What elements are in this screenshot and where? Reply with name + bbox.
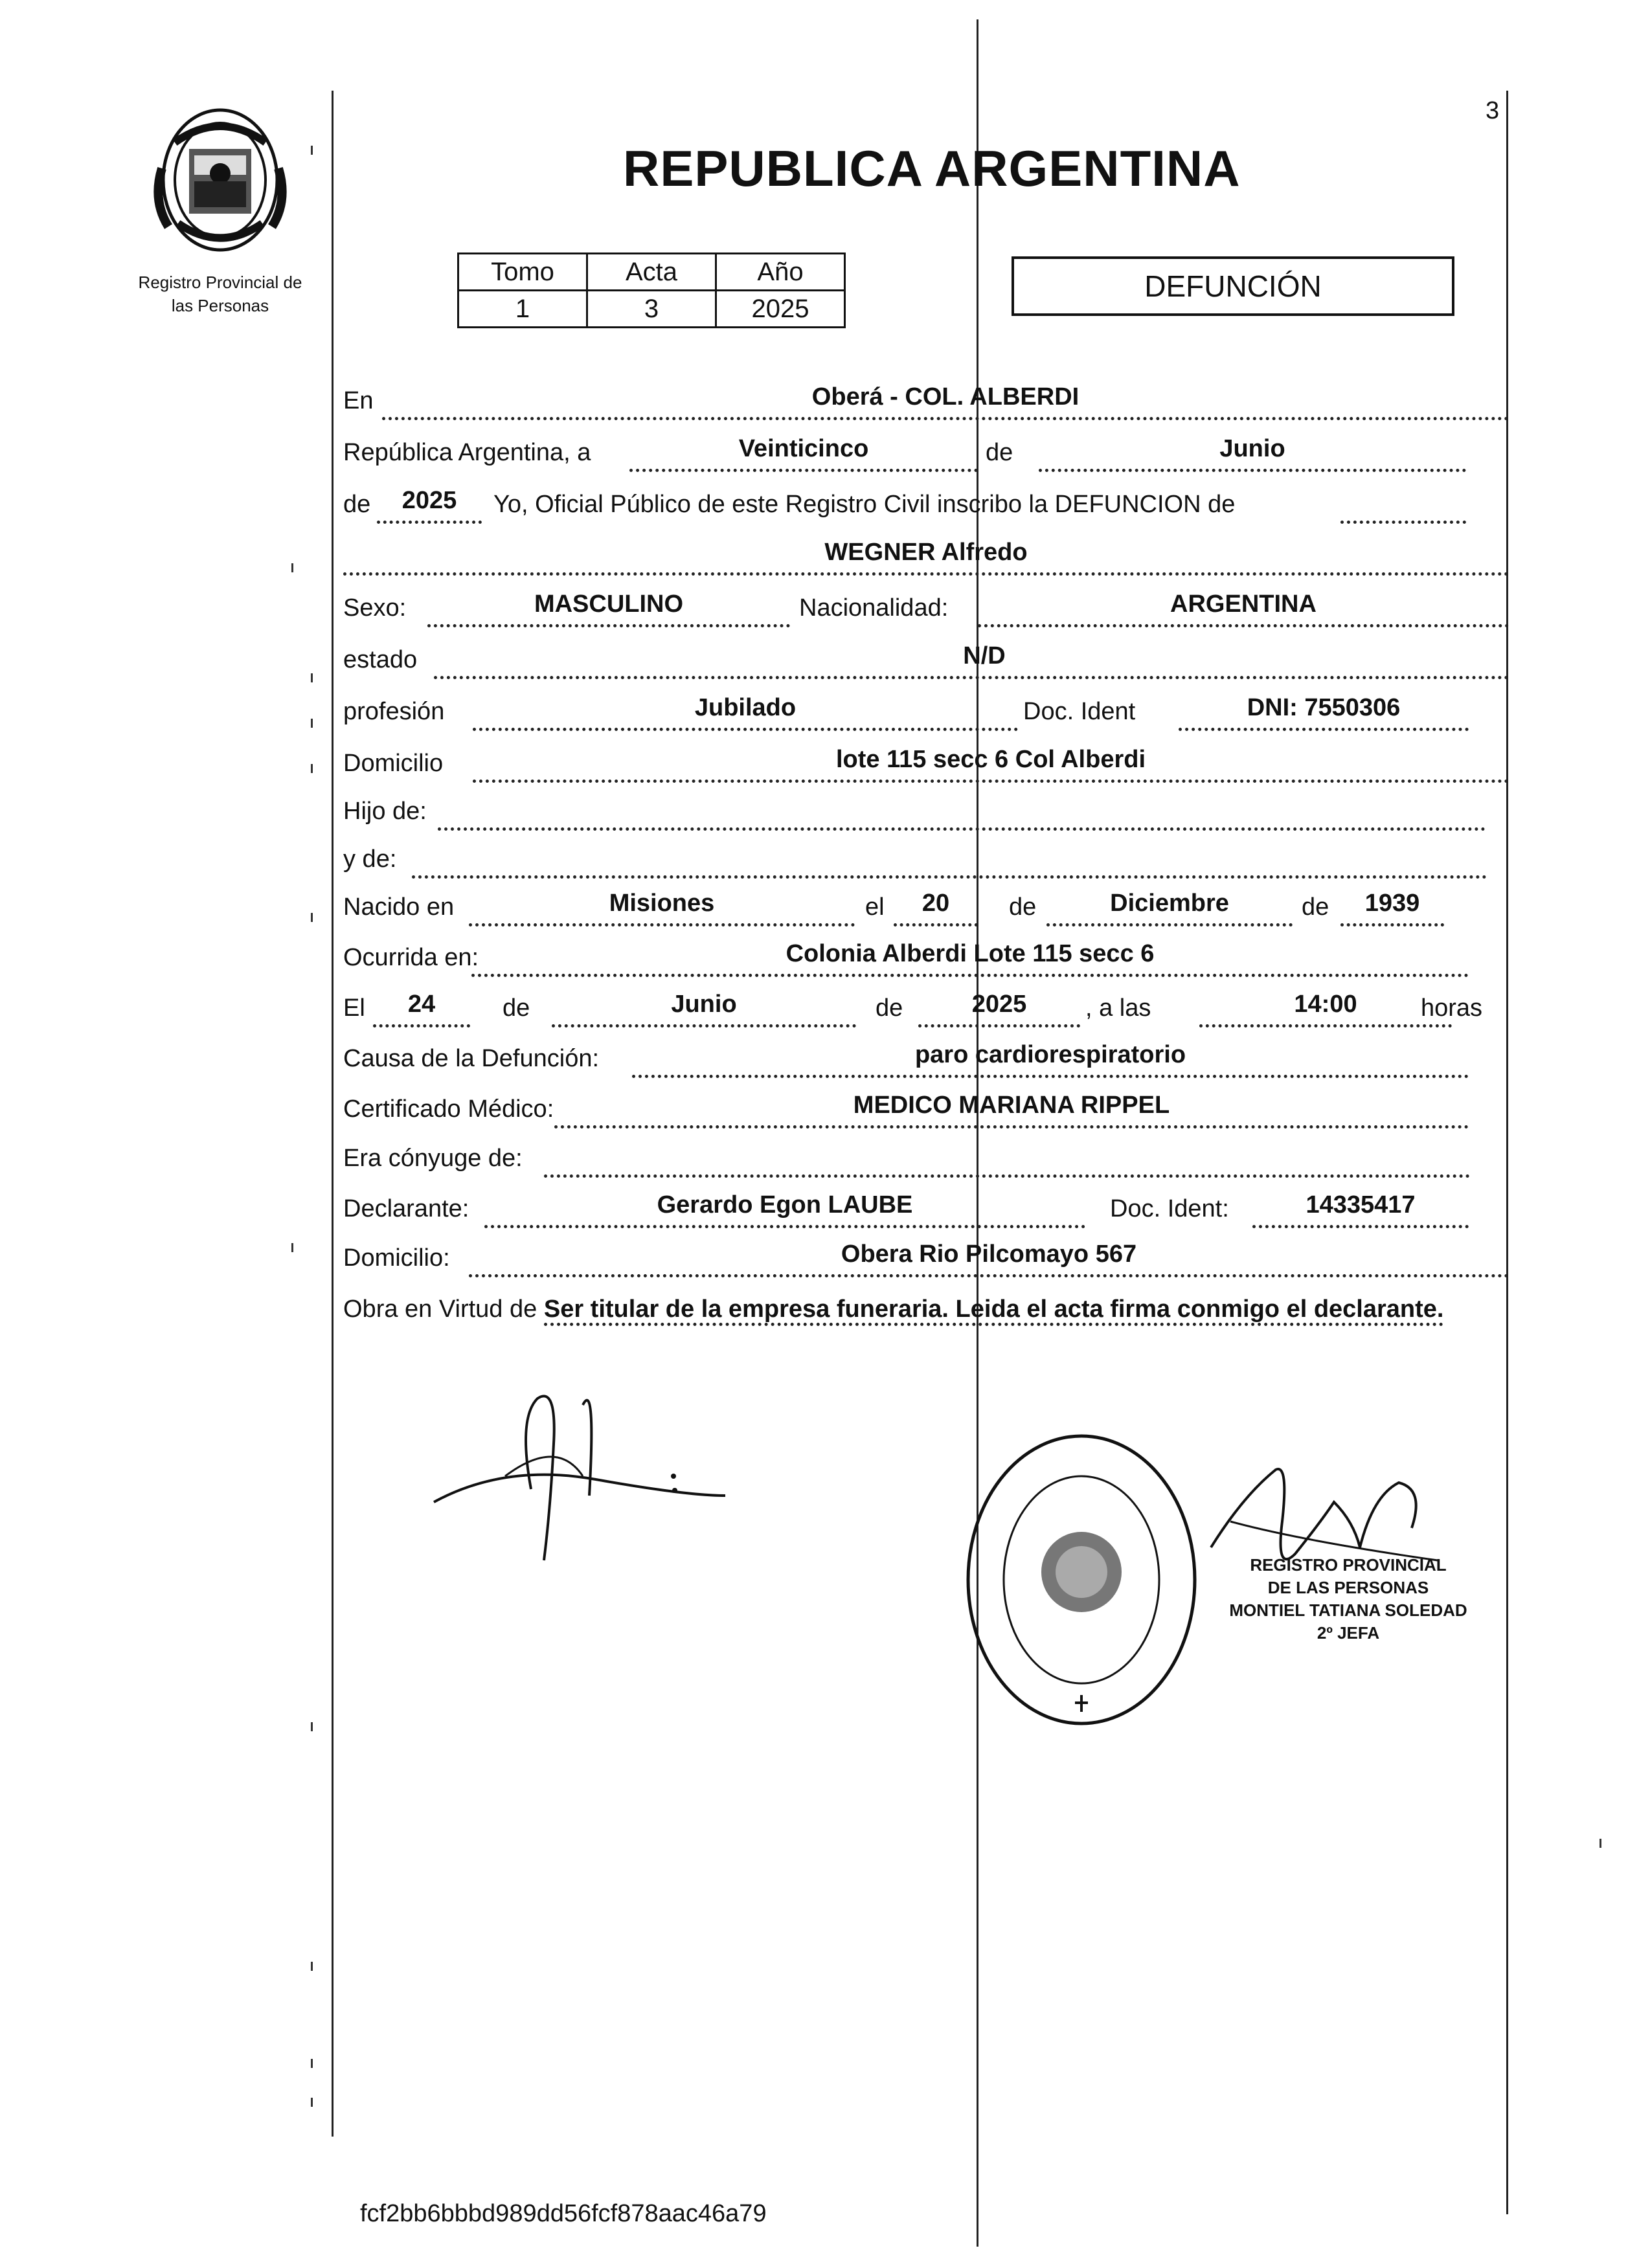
hijo-label: Hijo de: bbox=[343, 798, 427, 825]
yde-label: y de: bbox=[343, 846, 397, 873]
nacido-mes: Diciembre bbox=[1110, 890, 1229, 917]
sexo-line bbox=[427, 624, 790, 627]
doc2-label: Doc. Ident: bbox=[1110, 1195, 1229, 1222]
profesion-line bbox=[473, 728, 1018, 731]
certificado-label: Certificado Médico: bbox=[343, 1095, 554, 1123]
estado-line bbox=[434, 676, 1509, 679]
alas-label: , a las bbox=[1085, 994, 1151, 1022]
nacido-lugar-line bbox=[469, 923, 855, 926]
doc-value: DNI: 7550306 bbox=[1247, 694, 1401, 721]
obra-paragraph bbox=[343, 1290, 1502, 1329]
nacido-dia: 20 bbox=[921, 890, 950, 917]
declarant-signature bbox=[427, 1366, 738, 1586]
en-label: En bbox=[343, 387, 374, 414]
de5-label: de bbox=[876, 994, 903, 1022]
el2-label: El bbox=[343, 994, 365, 1022]
value-acta: 3 bbox=[587, 291, 716, 328]
nacido-anio-line bbox=[1340, 923, 1444, 926]
page-title: REPUBLICA ARGENTINA bbox=[623, 140, 1241, 197]
doc2-line bbox=[1252, 1225, 1469, 1228]
left-margin-line bbox=[332, 91, 334, 2137]
deceased-name: WEGNER Alfredo bbox=[824, 539, 1028, 566]
obra-prefix: Obra en Virtud de bbox=[343, 1296, 537, 1323]
domicilio2-line bbox=[469, 1274, 1509, 1277]
conyuge-line bbox=[544, 1174, 1470, 1178]
header-tomo: Tomo bbox=[458, 254, 587, 291]
muerte-dia-line bbox=[373, 1024, 470, 1027]
muerte-anio: 2025 bbox=[971, 991, 1027, 1018]
certificado-line bbox=[554, 1125, 1469, 1128]
domicilio-line bbox=[473, 780, 1509, 783]
sexo-value: MASCULINO bbox=[534, 590, 684, 618]
sexo-label: Sexo: bbox=[343, 594, 407, 622]
record-table bbox=[457, 253, 846, 328]
el-label: el bbox=[865, 893, 885, 921]
en-line bbox=[382, 417, 1509, 420]
doc-label: Doc. Ident bbox=[1023, 698, 1136, 725]
en-value: Oberá - COL. ALBERDI bbox=[811, 383, 1080, 410]
official-line bbox=[1340, 521, 1466, 524]
declarante-line bbox=[484, 1225, 1085, 1228]
profesion-value: Jubilado bbox=[694, 694, 797, 721]
month-line bbox=[1039, 469, 1466, 472]
day-words: Veinticinco bbox=[738, 435, 869, 462]
official-stamp-text: REGISTRO PROVINCIAL DE LAS PERSONAS MONTIEL TATIANA SOLEDAD 2º JEFA bbox=[1229, 1555, 1467, 1643]
profesion-label: profesión bbox=[343, 698, 445, 725]
muerte-anio-line bbox=[918, 1024, 1080, 1027]
causa-value: paro cardiorespiratorio bbox=[914, 1041, 1186, 1068]
certificado-value: MEDICO MARIANA RIPPEL bbox=[853, 1092, 1170, 1119]
domicilio-label: Domicilio bbox=[343, 750, 444, 777]
value-tomo: 1 bbox=[458, 291, 587, 328]
nacido-dia-line bbox=[894, 923, 978, 926]
causa-label: Causa de la Defunción: bbox=[343, 1045, 600, 1072]
hijo-line bbox=[438, 827, 1486, 831]
nacido-mes-line bbox=[1046, 923, 1293, 926]
muerte-mes: Junio bbox=[671, 991, 737, 1018]
de-label: de bbox=[986, 439, 1013, 466]
year-label: de bbox=[343, 491, 371, 518]
domicilio2-value: Obera Rio Pilcomayo 567 bbox=[841, 1241, 1137, 1268]
organization-name: Registro Provincial de las Personas bbox=[138, 273, 302, 316]
hora-value: 14:00 bbox=[1294, 991, 1357, 1018]
horas-label: horas bbox=[1421, 994, 1483, 1022]
de2-label: de bbox=[1009, 893, 1037, 921]
declarante-label: Declarante: bbox=[343, 1195, 469, 1222]
de4-label: de bbox=[503, 994, 530, 1022]
domicilio2-label: Domicilio: bbox=[343, 1244, 450, 1272]
obra-text: Ser titular de la empresa funeraria. Leida el acta firma conmigo el declarante. bbox=[544, 1296, 1444, 1326]
estado-value: N/D bbox=[963, 642, 1006, 669]
year-value: 2025 bbox=[401, 487, 457, 514]
nacido-label: Nacido en bbox=[343, 893, 455, 921]
nacionalidad-label: Nacionalidad: bbox=[799, 594, 949, 622]
doc2-value: 14335417 bbox=[1306, 1191, 1416, 1218]
header-acta: Acta bbox=[587, 254, 716, 291]
nacido-anio: 1939 bbox=[1364, 890, 1420, 917]
header-anio: Año bbox=[716, 254, 845, 291]
muerte-mes-line bbox=[552, 1024, 856, 1027]
domicilio-value: lote 115 secc 6 Col Alberdi bbox=[835, 746, 1146, 773]
causa-line bbox=[632, 1075, 1469, 1078]
ocurrida-line bbox=[471, 974, 1469, 977]
declarante-value: Gerardo Egon LAUBE bbox=[657, 1191, 913, 1218]
day-line bbox=[629, 469, 978, 472]
record-value-row bbox=[458, 291, 845, 328]
muerte-dia: 24 bbox=[407, 991, 436, 1018]
fold-line bbox=[977, 19, 978, 2247]
nacionalidad-value: ARGENTINA bbox=[1170, 590, 1317, 618]
month-value: Junio bbox=[1219, 435, 1285, 462]
ocurrida-value: Colonia Alberdi Lote 115 secc 6 bbox=[786, 940, 1155, 967]
record-type-box: DEFUNCIÓN bbox=[1012, 256, 1454, 316]
ocurrida-label: Ocurrida en: bbox=[343, 944, 479, 971]
yde-line bbox=[412, 875, 1487, 879]
conyuge-label: Era cónyuge de: bbox=[343, 1145, 523, 1172]
hora-line bbox=[1199, 1024, 1452, 1027]
nacido-lugar: Misiones bbox=[609, 890, 715, 917]
rep-label: República Argentina, a bbox=[343, 439, 591, 466]
name-line bbox=[343, 572, 1509, 576]
estado-label: estado bbox=[343, 646, 418, 673]
value-anio: 2025 bbox=[716, 291, 845, 328]
official-statement: Yo, Oficial Público de este Registro Civil inscribo la DEFUNCION de bbox=[493, 491, 1236, 518]
document-hash: fcf2bb6bbbd989dd56fcf878aac46a79 bbox=[360, 2200, 767, 2227]
year-line bbox=[377, 521, 482, 524]
de3-label: de bbox=[1302, 893, 1329, 921]
doc-line bbox=[1179, 728, 1469, 731]
nacionalidad-line bbox=[978, 624, 1509, 627]
registry-stamp bbox=[958, 1424, 1204, 1735]
page-number: 3 bbox=[1486, 97, 1500, 124]
misiones-seal bbox=[149, 104, 291, 259]
record-header-row bbox=[458, 254, 845, 291]
